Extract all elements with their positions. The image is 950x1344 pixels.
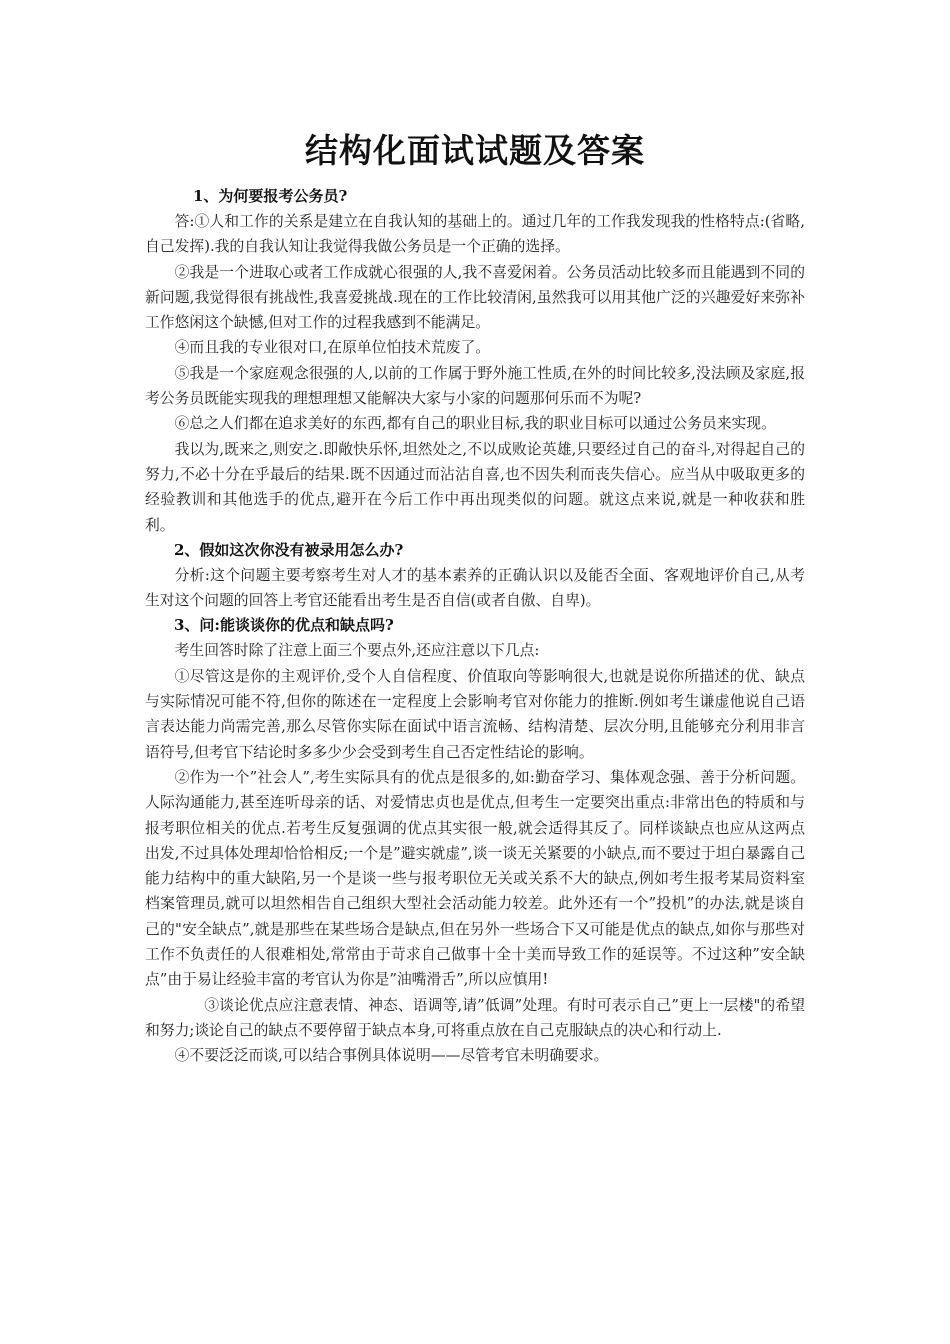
question-3-point-2: ②作为一个”社会人”,考生实际具有的优点是很多的,如:勤奋学习、集体观念强、善于分析问题。人际沟通能力,甚至连听母亲的话、对爱情忠贞也是优点,但考生一定要突出重点:非常出色的特质和与报考职位相关的优点.若考生反复强调的优点其实很一般,就会适得其反了。同样谈缺点也应从这两点出发,不过具体处理却恰恰相反;一个是”避实就虚”,谈一谈无关紧要的小缺点,而不要过于坦白暴露自己能力结构中的重大缺陷,另一个是谈一些与报考职位无关或关系不大的缺点,例如考生报考某局资料室档案管理员,就可以坦然相告自己组织大型社会活动能力较差。此外还有一个”投机”的办法,就是谈自己的"安全缺点”,就是那些在某些场合是缺点,但在另外一些场合下又可能是优点的缺点,如你与那些对工作不负责任的人很难相处,常常由于苛求自己做事十全十美而导致工作的延误等。不过这种”安全缺点”由于易让经验丰富的考官认为你是”油嘴滑舌”,所以应慎用! <box>145 768 805 989</box>
question-1-answer-5: ⑤我是一个家庭观念很强的人,以前的工作属于野外施工性质,在外的时间比较多,没法顾及家庭,报考公务员既能实现我的理想理想又能解决大家与小家的问题那何乐而不为呢? <box>145 364 805 408</box>
question-1-answer-1: 答:①人和工作的关系是建立在自我认知的基础上的。通过几年的工作我发现我的性格特点:(省略,自己发挥).我的自我认知让我觉得我做公务员是一个正确的选择。 <box>145 213 805 256</box>
question-3-point-1: ①尽管这是你的主观评价,受个人自信程度、价值取向等影响很大,也就是说你所描述的优、缺点与实际情况可能不符,但你的陈述在一定程度上会影响考官对你能力的推断.例如考生谦虚他说自己语言表达能力尚需完善,那么尽管你实际在面试中语言流畅、结构清楚、层次分明,且能够充分利用非言语符号,但考官下结论时多多少少会受到考生自己否定性结论的影响。 <box>145 667 805 761</box>
document-title: 结构化面试试题及答案 <box>305 131 645 170</box>
question-3-heading: 3、问:能谈谈你的优点和缺点吗? <box>174 616 394 635</box>
question-1-heading: 1、为何要报考公务员? <box>193 187 348 205</box>
question-2-heading: 2、假如这次你没有被录用怎么办? <box>174 540 404 559</box>
question-1-conclusion: 我以为,既来之,则安之.即敞快乐怀,坦然处之,不以成败论英雄,只要经过自己的奋斗,对得起自己的努力,不必十分在乎最后的结果.既不因通过而沾沾自喜,也不因失利而丧失信心。应当从中吸取更多的经验教训和其他选手的优点,避开在今后工作中再出现类似的问题。就这点来说,就是一种收获和胜利。 <box>145 440 805 534</box>
question-3-point-4: ④不要泛泛而谈,可以结合事例具体说明——尽管考官未明确要求。 <box>174 1047 609 1065</box>
question-2-analysis: 分析:这个问题主要考察考生对人才的基本素养的正确认识以及能否全面、客观地评价自己,从考生对这个问题的回答上考官还能看出考生是否自信(或者自傲、自卑)。 <box>145 566 805 610</box>
question-3-intro: 考生回答时除了注意上面三个要点外,还应注意以下几点: <box>174 642 540 660</box>
question-1-answer-6: ⑥总之人们都在追求美好的东西,都有自己的职业目标,我的职业目标可以通过公务员来实现。 <box>174 415 776 433</box>
question-1-answer-4: ④而且我的专业很对口,在原单位怕技术荒废了。 <box>174 339 491 357</box>
question-3-point-3: ③谈论优点应注意表情、神态、语调等,请”低调”处理。有时可表示自己”更上一层楼"的希望和努力;谈论自己的缺点不要停留于缺点本身,可将重点放在自己克服缺点的决心和行动上. <box>145 996 805 1039</box>
question-1-answer-2: ②我是一个进取心或者工作成就心很强的人,我不喜爱闲着。公务员活动比较多而且能遇到不同的新问题,我觉得很有挑战性,我喜爱挑战.现在的工作比较清闲,虽然我可以用其他广泛的兴趣爱好来弥补工作悠闲这个缺憾,但对工作的过程我感到不能满足。 <box>145 263 805 332</box>
